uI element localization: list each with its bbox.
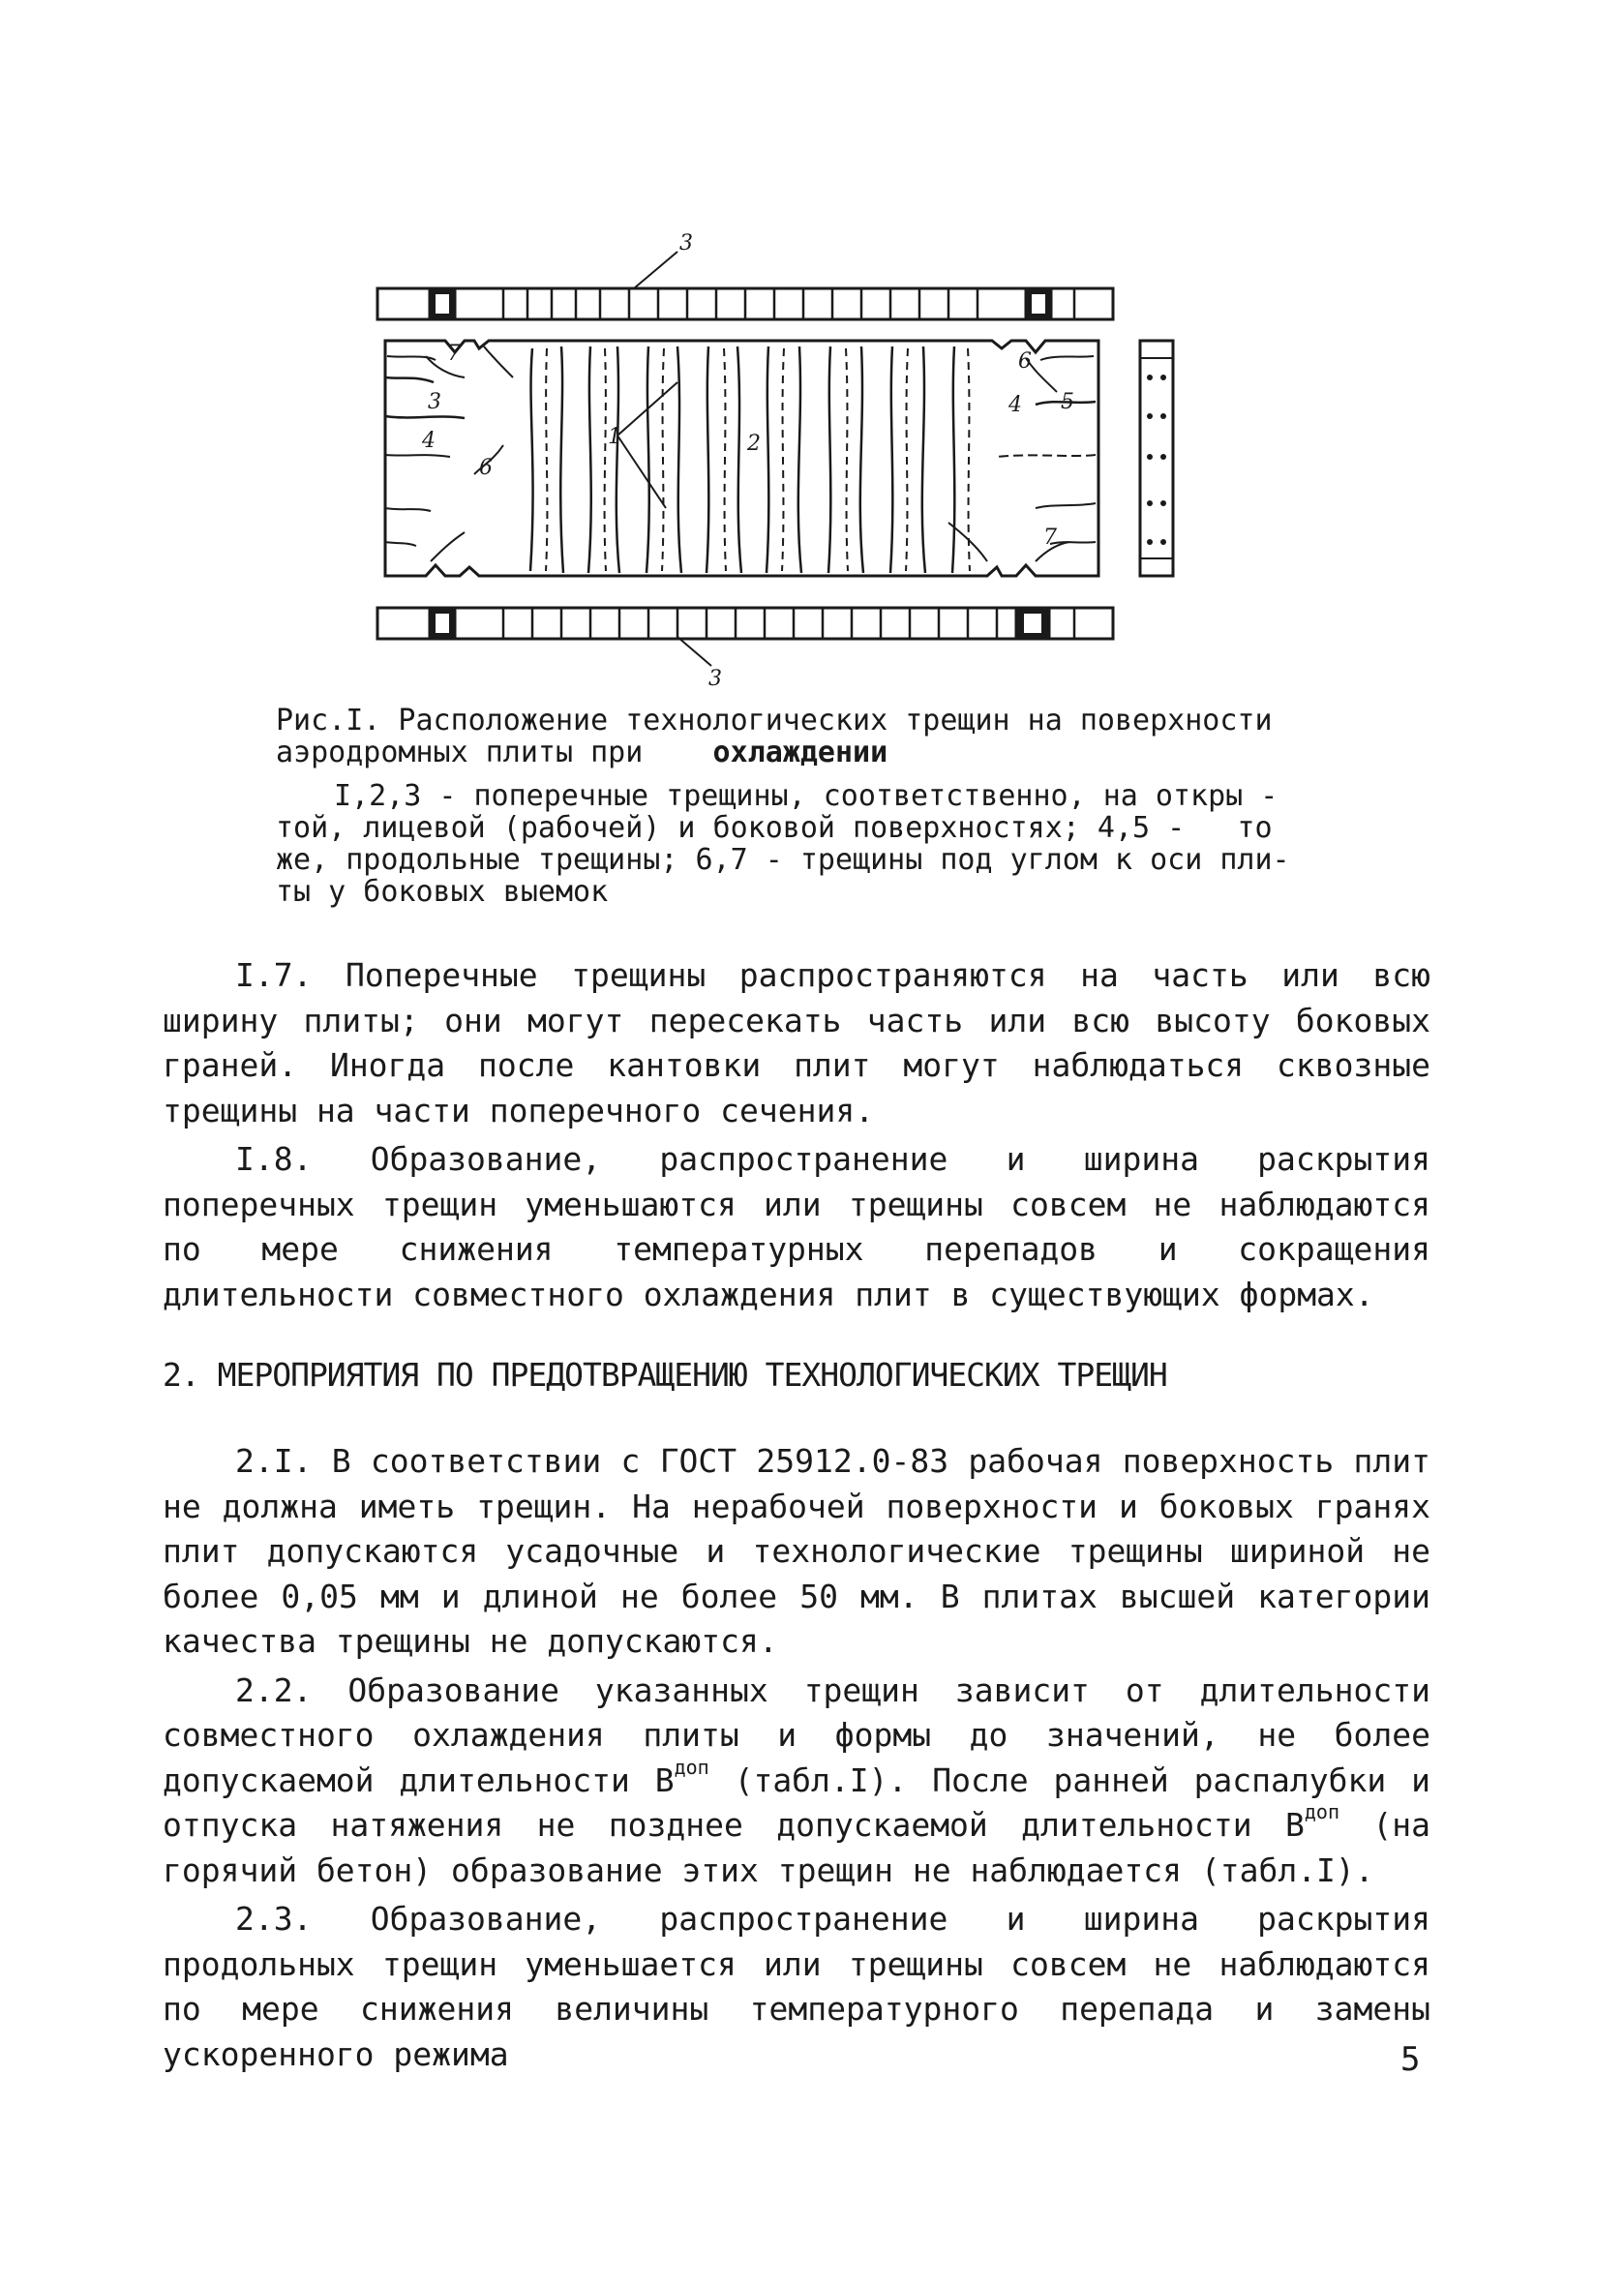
figure-drawing [358,232,1210,687]
paragraph-1-8: I.8. Образование, распространение и ширина раскрытия поперечных трещин уменьшаются или трещины совсем не наблюдаются по мере снижения температурных перепадов и сокращения длительности совместного охлаждения плит в существующих формах. [163,1140,1430,1313]
side-elevation [1140,341,1173,576]
superscript-dop: доп [1304,1800,1339,1823]
figure-caption [276,705,1374,908]
label-right-5: 5 [1061,390,1074,414]
caption-title-line2-text: аэродромных плиты при [276,736,713,769]
section-1-text [163,953,1430,1321]
label-left-3: 3 [428,390,441,414]
superscript-dop: доп [674,1755,709,1779]
caption-legend-line: же, продольные трещины; 6,7 - трещины под углом к оси пли- [276,843,1290,877]
label-left-6: 6 [479,456,493,480]
paragraph-2-2-part-b: (табл.I). После ранней распалубки и отпуска натяжения не позднее допускаемой длительности B [163,1760,1430,1844]
caption-title-line1: Рис.I. Расположение технологических трещин на поверхности [276,704,1273,737]
paragraph-2-1: 2.I. В соответствии с ГОСТ 25912.0-83 рабочая поверхность плит не должна иметь трещин. На нерабочей поверхности и боковых гранях плит допускаются усадочные и технологические трещины шириной не более 0,05 мм и длиной не более 50 мм. В плитах высшей категории качества трещины не допускаются. [163,1442,1430,1660]
caption-legend-line: ты у боковых выемок [276,875,609,909]
caption-title-emphasis: охлаждении [712,736,888,769]
label-left-7: 7 [447,342,461,366]
bottom-side-strip [377,608,1113,639]
slab-crack-figure [358,232,1210,687]
paragraph-1-7: I.7. Поперечные трещины распространяются на часть или всю ширину плиты; они могут пересекать часть или всю высоту боковых граней. Иногда после кантовки плит могут наблюдаться сквозные трещины на части поперечного сечения. [163,956,1430,1129]
label-left-4: 4 [422,429,436,453]
caption-legend-line: той, лицевой (рабочей) и боковой поверхностях; 4,5 - то [276,811,1273,845]
label-right-4: 4 [1008,393,1022,417]
label-right-7: 7 [1043,526,1057,550]
caption-legend [276,780,1374,908]
section-2-text [163,1439,1430,2081]
label-center-1: 1 [608,425,621,449]
caption-title-line2 [276,737,1374,768]
section-2-heading: 2. МЕРОПРИЯТИЯ ПО ПРЕДОТВРАЩЕНИЮ ТЕХНОЛОГИЧЕСКИХ ТРЕЩИН [163,1356,1167,1394]
page-number: 5 [1400,2040,1421,2079]
label-center-2: 2 [747,432,761,456]
paragraph-2-3: 2.3. Образование, распространение и ширина раскрытия продольных трещин уменьшается или трещины совсем не наблюдаются по мере снижения величины температурного перепада и замены ускоренного режима [163,1900,1430,2073]
paragraph-2-2 [163,1669,1430,1894]
caption-legend-line: I,2,3 - поперечные трещины, соответственно, на откры - [334,779,1278,813]
label-bottom-3: 3 [708,667,722,687]
paragraph-2-2-part-a: 2.2. Образование указанных трещин зависит от длительности совместного охлаждения плиты и формы до значений, не более допускаемой длительности B [163,1670,1430,1799]
paragraph-2-2-part-c: (на горячий бетон) образование этих трещин не наблюдается (табл.I). [163,1806,1430,1889]
label-right-6: 6 [1018,349,1032,374]
label-top-3: 3 [679,232,693,256]
